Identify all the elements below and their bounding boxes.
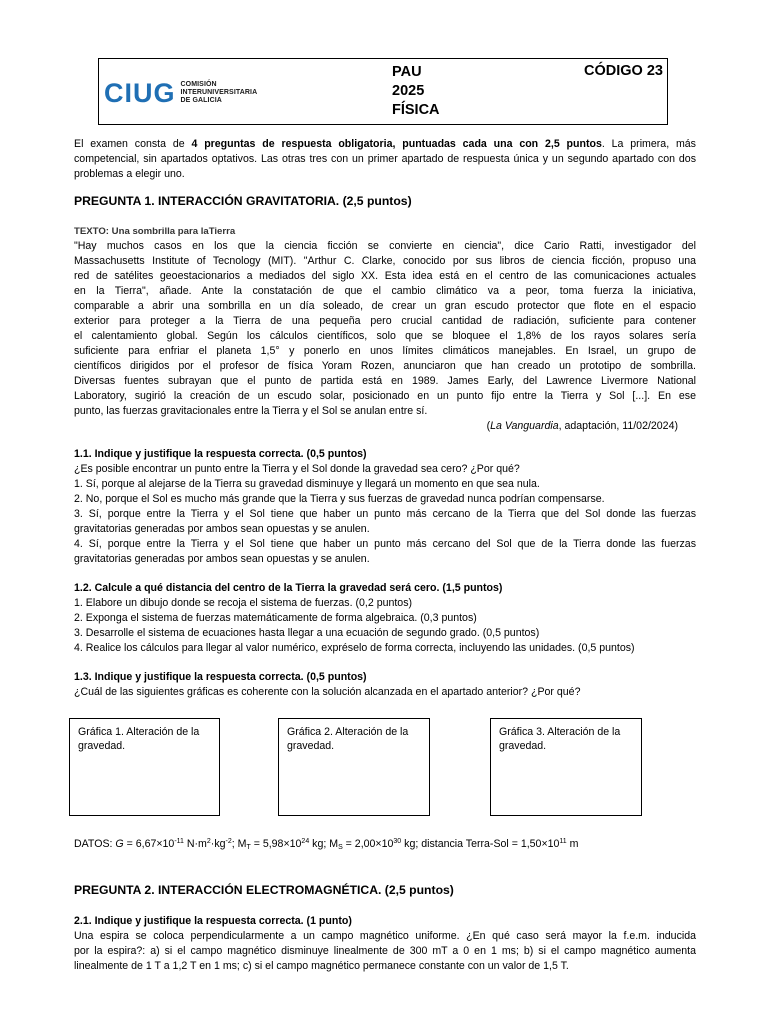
section-1-2-title: 1.2. Calcule a qué distancia del centro de la Tierra la gravedad será cero. (1,5 puntos) <box>74 582 503 594</box>
section-2-1: 2.1. Indique y justifique la respuesta correcta. (1 punto) Una espira se coloca perpendicularmente a un campo magnético uniforme. ¿En qué caso será mayor la f.e.m. inducida por la espira?: a) si el campo magnético disminuye linealmente de 300 mT a 0 en 1 ms; b) si el campo magnético aumenta linealmente de 1 T a 1,2 T en 1 ms; c) si el campo magnético permanece constante con un valor de 1,5 T. <box>74 915 696 972</box>
text-source: (La Vanguardia, adaptación, 11/02/2024) <box>486 420 678 432</box>
graph-box-2: Gráfica 2. Alteración de la gravedad. <box>278 718 430 816</box>
logo-mark: CIUG <box>104 77 176 108</box>
exam-info <box>392 63 440 120</box>
data-constants: DATOS: $G = 6,67\times 10^{-11}$ $N\cdot m^2\cdot kg^{-2}$; $M_T = 5,98\times 10^{24}$ kg; $M_S = 2,00\times 10^{30}$ kg; distancia Terra-Sol = $1,50\times 10^{11}$ m <box>74 838 579 851</box>
intro-paragraph: El examen consta de 4 preguntas de respuesta obligatoria, puntuadas cada una con 2,5 puntos. La primera, más competencial, sin apartados optativos. Las otras tres con un primer apartado de respuesta única y un segundo apartado con dos problemas a elegir uno. <box>74 138 696 180</box>
section-1-1: 1.1. Indique y justifique la respuesta correcta. (0,5 puntos) ¿Es posible encontrar un punto entre la Tierra y el Sol donde la gravedad sea cero? ¿Por qué? 1. Sí, porque al alejarse de la Tierra su gravedad disminuye y llegará un momento en que sea nula. 2. No, porque el Sol es mucho más grande que la Tierra y sus fuerzas de gravedad nunca podrían compensarse. 3. Sí, porque entre la Tierra y el Sol tiene que haber un punto más cercano de la Tierra que del Sol donde las fuerzas gravitatorias generadas por ambos sean opuestas y se anulen. 4. Sí, porque entre la Tierra y el Sol tiene que haber un punto más cercano del Sol que de la Tierra donde las fuerzas gravitatorias generadas por ambos sean opuestas y se anulen. <box>74 448 696 565</box>
section-1-3: 1.3. Indique y justifique la respuesta correcta. (0,5 puntos) ¿Cuál de las siguientes gráficas es coherente con la solución alcanzada en el apartado anterior? ¿Por qué? <box>74 670 696 700</box>
exam-year: 2025 <box>392 83 425 99</box>
logo-text: COMISIÓN INTERUNIVERSITARIA DE GALICIA <box>180 80 258 105</box>
exam-subject: FÍSICA <box>392 102 440 118</box>
graph-box-1: Gráfica 1. Alteración de la gravedad. <box>69 718 220 816</box>
section-1-1-title: 1.1. Indique y justifique la respuesta correcta. (0,5 puntos) <box>74 448 367 460</box>
exam-header <box>98 58 668 125</box>
section-1-3-title: 1.3. Indique y justifique la respuesta correcta. (0,5 puntos) <box>74 671 367 683</box>
exam-code: CÓDIGO 23 <box>584 63 663 79</box>
exam-name: PAU <box>392 64 422 80</box>
reading-text: "Hay muchos casos en los que la ciencia ficción se convierte en ciencia", dice Cario Ratti, investigador del Massachusetts Institute of Tecnology (MIT). "Arthur C. Clarke, conocido por sus libros de ciencia ficción, propuso una red de satélites geoestacionarios a mediados del siglo XX. Esta idea está en el centro de las comunicaciones actuales en la Tierra", añade. Ante la constatación de que el cambio climático va a peor, toma fuerza la iniciativa, comparable a abrir una sombrilla en un día soleado, de crear un gran escudo protector que flote en el espacio exterior para proteger a la Tierra de una pequeña pero crucial cantidad de radiación, suficiente para contener el calentamiento global. Según los cálculos científicos, solo que se bloquee el 1,8% de los rayos solares sería suficiente para enfriar el planeta 1,5° y ponerlo en unos límites climáticos manejables. En Israel, un grupo de científicos dirigidos por el profesor de física Yoram Rozen, anunciaron que han creado un prototipo de sombrilla. Diversas fuentes subrayan que el punto de partida está en 1989. James Early, del Lawrence Livermore National Laboratory, sugirió la creación de un escudo solar, posicionado en un punto fijo entre la Tierra y Sol [...]. En ese punto, las fuerzas gravitacionales entre la Tierra y el Sol se anulan entre sí. (La Vanguardia, adaptación, 11/02/2024) <box>74 240 696 432</box>
graph-box-3: Gráfica 3. Alteración de la gravedad. <box>490 718 642 816</box>
text-label: TEXTO: Una sombrilla para laTierra <box>74 226 236 237</box>
question-2-title: PREGUNTA 2. INTERACCIÓN ELECTROMAGNÉTICA. (2,5 puntos) <box>74 883 454 897</box>
ciug-logo <box>104 79 257 107</box>
question-1-title: PREGUNTA 1. INTERACCIÓN GRAVITATORIA. (2,5 puntos) <box>74 194 412 208</box>
section-2-1-title: 2.1. Indique y justifique la respuesta correcta. (1 punto) <box>74 915 352 927</box>
section-1-2: 1.2. Calcule a qué distancia del centro de la Tierra la gravedad será cero. (1,5 puntos) 1. Elabore un dibujo donde se recoja el sistema de fuerzas. (0,2 puntos) 2. Exponga el sistema de fuerzas matemáticamente de forma algebraica. (0,3 puntos) 3. Desarrolle el sistema de ecuaciones hasta llegar a una ecuación de segundo grado. (0,5 puntos) 4. Realice los cálculos para llegar al valor numérico, expréselo de forma correcta, incluyendo las unidades. (0,5 puntos) <box>74 581 696 656</box>
